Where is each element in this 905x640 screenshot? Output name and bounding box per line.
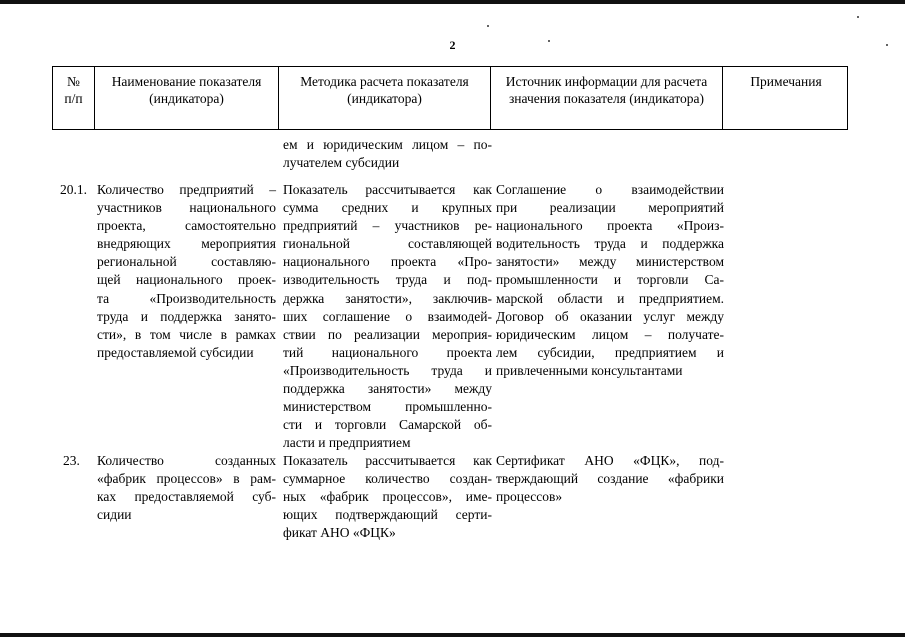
text-line: сти», в том числе в рамках bbox=[97, 326, 276, 342]
row-number: 23. bbox=[63, 453, 80, 468]
text-line: ствии по реализации мероприя- bbox=[283, 326, 492, 342]
row-indicator-name bbox=[97, 452, 276, 524]
text-line: ших соглашение о взаимодей- bbox=[283, 308, 492, 324]
text-line: занятости» между министерством bbox=[496, 254, 724, 270]
text-line: изводительность труда и под- bbox=[283, 272, 492, 288]
text-line: проекта, самостоятельно bbox=[97, 218, 276, 234]
header-number: № п/п bbox=[53, 67, 95, 129]
table-header bbox=[52, 66, 848, 130]
text-line: ем и юридическим лицом – по- bbox=[283, 137, 492, 152]
text-line: Сертификат АНО «ФЦК», под- bbox=[496, 453, 724, 468]
row-information-source bbox=[496, 181, 724, 380]
text-line: марской области и предприятием. bbox=[496, 290, 724, 306]
text-line: суммарное количество создан- bbox=[283, 471, 492, 487]
continuation-method-cell bbox=[283, 136, 492, 172]
page-number: 2 bbox=[449, 38, 456, 52]
text-line: ющих подтверждающий серти- bbox=[283, 507, 492, 523]
text-line: промышленности и торговли Са- bbox=[496, 272, 724, 288]
header-indicator-name: Наименование показателя (индикатора) bbox=[95, 67, 279, 129]
text-line: ласти и предприятием bbox=[283, 435, 411, 451]
scan-edge-top bbox=[0, 0, 905, 4]
text-line: сидии bbox=[97, 507, 132, 523]
text-line: Договор об оказании услуг между bbox=[496, 308, 724, 324]
text-line: привлеченными консультантами bbox=[496, 362, 683, 378]
text-line: тверждающий создание «фабрики bbox=[496, 471, 724, 487]
text-line: «фабрик процессов» в рам- bbox=[97, 471, 276, 487]
row-indicator-name bbox=[97, 181, 276, 362]
scan-speck bbox=[487, 25, 489, 27]
text-line: Показатель рассчитывается как bbox=[283, 453, 492, 468]
row-information-source bbox=[496, 452, 724, 506]
text-line: труда и поддержка занято- bbox=[97, 308, 276, 324]
scan-speck bbox=[857, 16, 859, 18]
text-line: тий национального проекта bbox=[283, 344, 492, 360]
scan-edge-bottom bbox=[0, 633, 905, 637]
text-line: «Производительность труда и bbox=[283, 362, 492, 378]
row-calculation-method bbox=[283, 181, 492, 452]
text-line: та «Производительность bbox=[97, 290, 276, 306]
text-line: Количество созданных bbox=[97, 453, 276, 468]
row-calculation-method bbox=[283, 452, 492, 542]
text-line: юридическим лицом – получате- bbox=[496, 326, 724, 342]
text-line: ных «фабрик процессов», име- bbox=[283, 489, 492, 505]
header-calculation-method: Методика расчета показателя (индикатора) bbox=[279, 67, 491, 129]
text-line: Количество предприятий – bbox=[97, 182, 276, 197]
text-line: предприятий – участников ре- bbox=[283, 218, 492, 234]
text-line: внедряющих мероприятия bbox=[97, 236, 276, 252]
text-line: щей национального проек- bbox=[97, 272, 276, 288]
text-line: Соглашение о взаимодействии bbox=[496, 182, 724, 197]
text-line: при реализации мероприятий bbox=[496, 200, 724, 216]
text-line: национального проекта «Произ- bbox=[496, 218, 724, 234]
text-line: держка занятости», заключив- bbox=[283, 290, 492, 306]
row-number: 20.1. bbox=[60, 182, 87, 197]
text-line: министерством промышленно- bbox=[283, 399, 492, 415]
text-line: лем субсидии, предприятием и bbox=[496, 344, 724, 360]
text-line: предоставляемой субсидии bbox=[97, 344, 254, 360]
text-line: фикат АНО «ФЦК» bbox=[283, 525, 396, 541]
header-information-source: Источник информации для расчета значения показателя (индикатора) bbox=[491, 67, 723, 129]
text-line: Показатель рассчитывается как bbox=[283, 182, 492, 197]
text-line: сумма средних и крупных bbox=[283, 200, 492, 216]
text-line: поддержка занятости» между bbox=[283, 381, 492, 397]
text-line: участников национального bbox=[97, 200, 276, 216]
text-line: национального проекта «Про- bbox=[283, 254, 492, 270]
header-notes: Примечания bbox=[750, 74, 822, 89]
text-line: региональной составляю- bbox=[97, 254, 276, 270]
text-line: сти и торговли Самарской об- bbox=[283, 417, 492, 433]
text-line: лучателем субсидии bbox=[283, 155, 400, 171]
text-line: гиональной составляющей bbox=[283, 236, 492, 252]
text-line: процессов» bbox=[496, 489, 563, 505]
text-line: водительность труда и поддержка bbox=[496, 236, 724, 252]
text-line: ках предоставляемой суб- bbox=[97, 489, 276, 505]
